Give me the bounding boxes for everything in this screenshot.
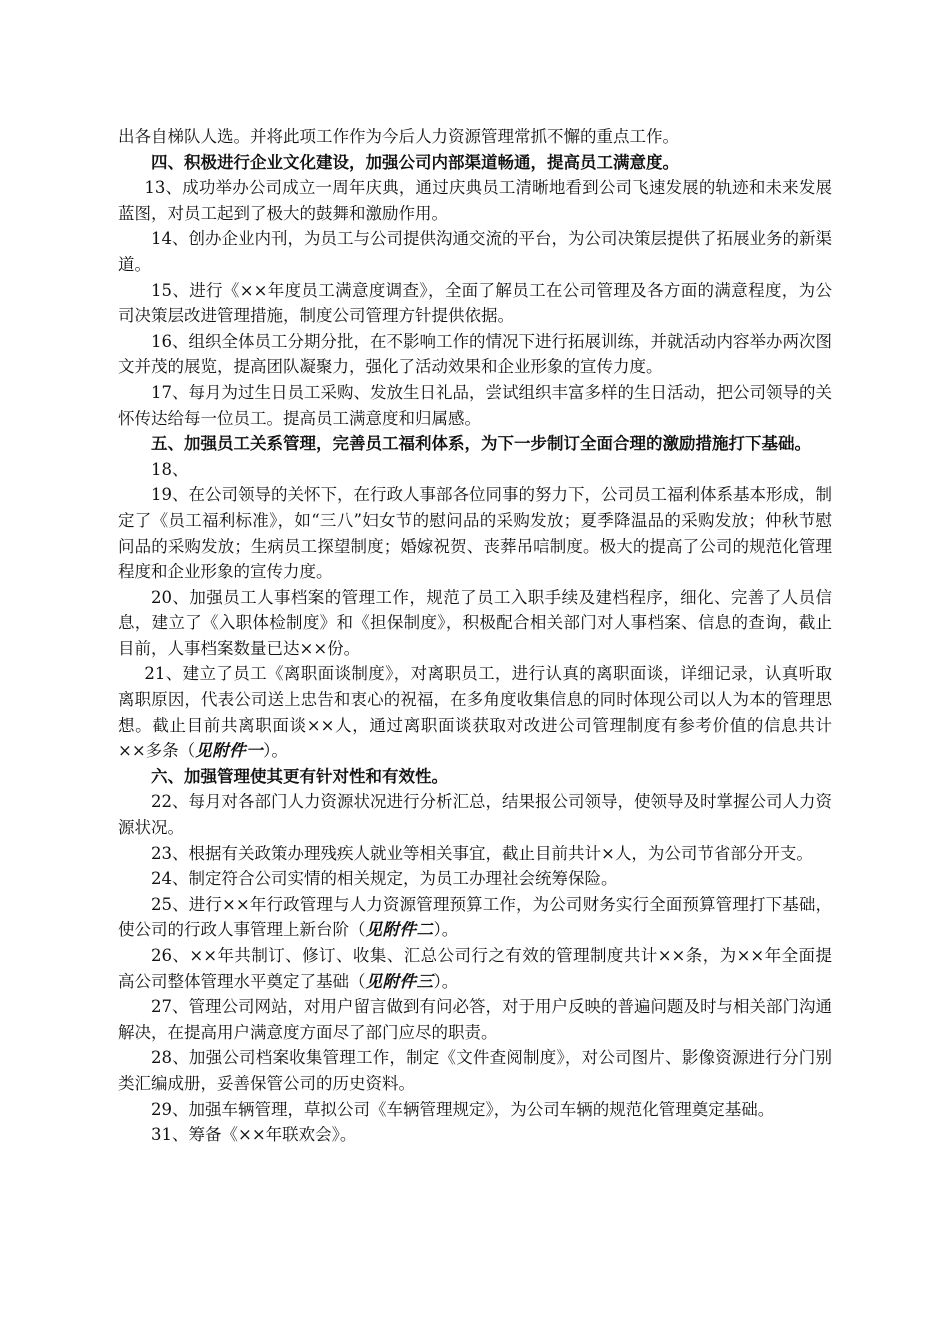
section-heading-6: 六、加强管理使其更有针对性和有效性。	[151, 766, 448, 786]
paragraph-25-end: ）。	[433, 920, 459, 940]
paragraph-26	[118, 943, 832, 994]
appendix-reference-1: 见附件一	[195, 741, 264, 761]
paragraph-27: 27、管理公司网站，对用户留言做到有问必答，对于用户反映的普遍问题及时与相关部门沟通解决，在提高用户满意度方面尽了部门应尽的职责。	[118, 997, 832, 1042]
paragraph-18: 18、	[151, 459, 189, 479]
paragraph-26-text: 26、××年共制订、修订、收集、汇总公司行之有效的管理制度共计××条，为××年全面提高公司整体管理水平奠定了基础（	[118, 946, 832, 991]
paragraph-16: 16、组织全体员工分期分批，在不影响工作的情况下进行拓展训练，并就活动内容举办两次图文并茂的展览，提高团队凝聚力，强化了活动效果和企业形象的宣传力度。	[118, 331, 832, 377]
paragraph-22: 22、每月对各部门人力资源状况进行分析汇总，结果报公司领导，使领导及时掌握公司人力资源状况。	[118, 792, 832, 838]
paragraph-25-text: 25、进行××年行政管理与人力资源管理预算工作，为公司财务实行全面预算管理打下基础，使公司的行政人事管理上新台阶（	[118, 894, 832, 940]
paragraph-14: 14、创办企业内刊，为员工与公司提供沟通交流的平台，为公司决策层提供了拓展业务的新渠道。	[118, 229, 832, 274]
paragraph-21-text: 21、建立了员工《离职面谈制度》，对离职员工，进行认真的离职面谈，详细记录，认真听取离职原因，代表公司送上忠告和衷心的祝福，在多角度收集信息的同时体现公司以人为本的管理思想。截止目前共离职面谈××人，通过离职面谈获取对改进公司管理制度有参考价值的信息共计××多条（	[118, 664, 832, 761]
appendix-reference-2: 见附件二	[365, 920, 434, 940]
paragraph-26-end: ）。	[433, 971, 459, 991]
paragraph-21	[118, 661, 832, 763]
document-body	[118, 124, 832, 1148]
paragraph-continued: 出各自梯队人选。并将此项工作作为今后人力资源管理常抓不懈的重点工作。	[118, 127, 679, 146]
paragraph-29: 29、加强车辆管理，草拟公司《车辆管理规定》，为公司车辆的规范化管理奠定基础。	[151, 1099, 775, 1119]
section-heading-5: 五、加强员工关系管理，完善员工福利体系，为下一步制订全面合理的激励措施打下基础。	[151, 434, 811, 454]
paragraph-21-end: ）。	[263, 741, 288, 761]
paragraph-15: 15、进行《××年度员工满意度调查》，全面了解员工在公司管理及各方面的满意程度，为公司决策层改进管理措施，制度公司管理方针提供依据。	[118, 280, 832, 326]
paragraph-28: 28、加强公司档案收集管理工作，制定《文件查阅制度》，对公司图片、影像资源进行分门别类汇编成册，妥善保管公司的历史资料。	[118, 1048, 832, 1093]
paragraph-13: 13、成功举办公司成立一周年庆典，通过庆典员工清晰地看到公司飞速发展的轨迹和未来发展蓝图，对员工起到了极大的鼓舞和激励作用。	[118, 178, 832, 223]
appendix-reference-3: 见附件三	[365, 971, 434, 991]
paragraph-19: 19、在公司领导的关怀下，在行政人事部各位同事的努力下，公司员工福利体系基本形成，制定了《员工福利标准》，如“三八”妇女节的慰问品的采购发放；夏季降温品的采购发放；仲秋节慰问品的采购发放；生病员工探望制度；婚嫁祝贺、丧葬吊唁制度。极大的提高了公司的规范化管理程度和企业形象的宣传力度。	[118, 485, 832, 582]
section-heading-4: 四、积极进行企业文化建设，加强公司内部渠道畅通，提高员工满意度。	[151, 152, 679, 172]
paragraph-17: 17、每月为过生日员工采购、发放生日礼品，尝试组织丰富多样的生日活动，把公司领导的关怀传达给每一位员工。提高员工满意度和归属感。	[118, 382, 832, 428]
paragraph-24: 24、制定符合公司实情的相关规定，为员工办理社会统筹保险。	[151, 869, 618, 889]
paragraph-23: 23、根据有关政策办理残疾人就业等相关事宜，截止目前共计×人，为公司节省部分开支。	[151, 843, 813, 863]
paragraph-31: 31、筹备《××年联欢会》。	[151, 1125, 357, 1145]
paragraph-25	[118, 892, 832, 943]
paragraph-20: 20、加强员工人事档案的管理工作，规范了员工入职手续及建档程序，细化、完善了人员信息，建立了《入职体检制度》和《担保制度》，积极配合相关部门对人事档案、信息的查询，截止目前，人事档案数量已达××份。	[118, 587, 832, 658]
